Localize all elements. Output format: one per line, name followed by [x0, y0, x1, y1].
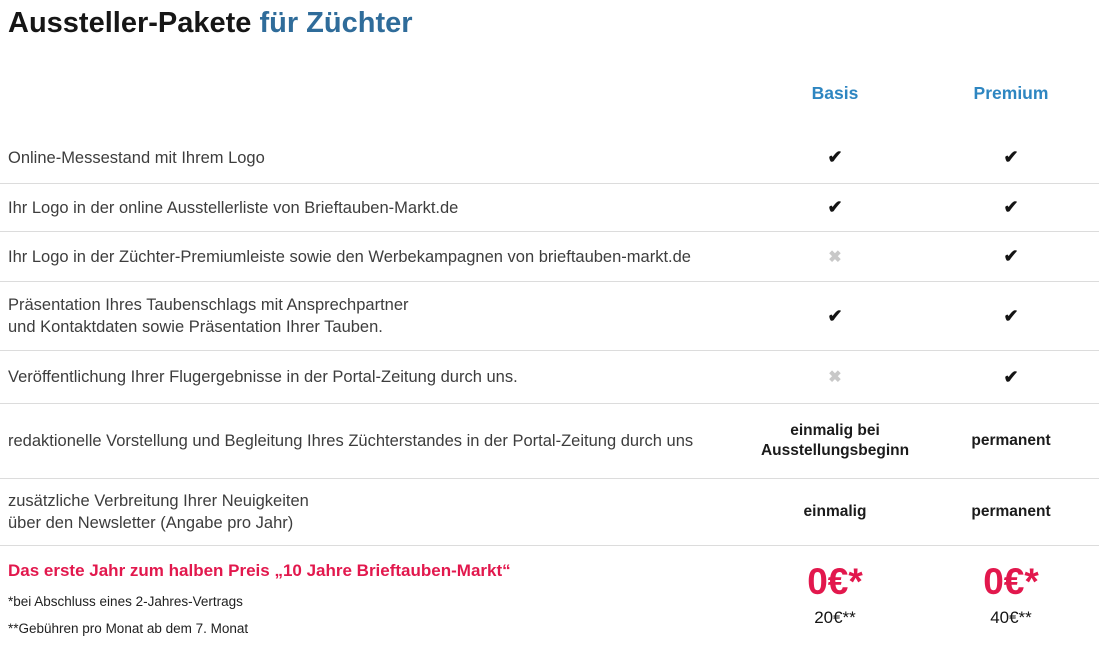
feature-label: Präsentation Ihres Taubenschlags mit Ansprechpartner und Kontaktdaten sowie Präsentation Ihrer Tauben.	[8, 296, 409, 336]
feature-label: Ihr Logo in der online Ausstellerliste von Brieftauben-Markt.de	[8, 198, 459, 217]
feature-label: Online-Messestand mit Ihrem Logo	[8, 148, 265, 167]
feature-label: redaktionelle Vorstellung und Begleitung Ihres Züchterstandes in der Portal-Zeitung durch uns	[8, 432, 694, 450]
basis-check-icon: ✔	[827, 305, 843, 326]
offer-footnote-monthly-fee: **Gebühren pro Monat ab dem 7. Monat	[8, 621, 249, 636]
table-row	[0, 479, 1099, 546]
premium-check-icon: ✔	[1003, 147, 1019, 167]
feature-label: Veröffentlichung Ihrer Flugergebnisse in der Portal-Zeitung durch uns.	[8, 368, 518, 386]
basis-value: einmalig	[803, 503, 867, 520]
basis-cross-icon: ✖	[828, 369, 842, 386]
plan-header-row	[0, 42, 1099, 132]
table-row	[0, 282, 1099, 351]
table-row	[0, 404, 1099, 479]
basis-price-cell	[747, 560, 923, 628]
offer-row	[0, 546, 1099, 662]
offer-headline: Das erste Jahr zum halben Preis „10 Jahre Brieftauben-Markt“	[8, 561, 511, 580]
table-row	[0, 184, 1099, 232]
table-row	[0, 132, 1099, 184]
basis-cross-icon: ✖	[828, 248, 842, 266]
premium-check-icon: ✔	[1003, 305, 1019, 326]
premium-check-icon: ✔	[1003, 246, 1019, 266]
offer-footnote-contract: *bei Abschluss eines 2-Jahres-Vertrags	[8, 594, 243, 609]
offer-text-block	[0, 560, 747, 648]
premium-price-cell	[923, 560, 1099, 628]
feature-label: zusätzliche Verbreitung Ihrer Neuigkeiten über den Newsletter (Angabe pro Jahr)	[8, 492, 309, 532]
page-title	[8, 4, 1099, 42]
premium-check-icon: ✔	[1003, 197, 1019, 217]
basis-price: 0€*	[807, 561, 863, 602]
premium-value: permanent	[971, 503, 1051, 520]
premium-price: 0€*	[983, 561, 1039, 602]
feature-rows	[0, 132, 1099, 546]
plan-header-premium: Premium	[973, 82, 1049, 103]
premium-value: permanent	[971, 432, 1051, 449]
feature-label: Ihr Logo in der Züchter-Premiumleiste sowie den Werbekampagnen von brieftauben-markt.de	[8, 247, 691, 266]
basis-monthly-fee: 20€**	[814, 608, 856, 627]
table-row	[0, 232, 1099, 282]
page-title-accent: für Züchter	[259, 7, 413, 39]
plan-header-basis: Basis	[811, 82, 859, 103]
premium-check-icon: ✔	[1003, 366, 1019, 387]
basis-value: einmalig bei Ausstellungsbeginn	[760, 422, 910, 459]
basis-check-icon: ✔	[827, 197, 843, 217]
page-title-main: Aussteller-Pakete	[8, 7, 252, 39]
premium-monthly-fee: 40€**	[990, 608, 1032, 627]
table-row	[0, 351, 1099, 404]
basis-check-icon: ✔	[827, 147, 843, 167]
